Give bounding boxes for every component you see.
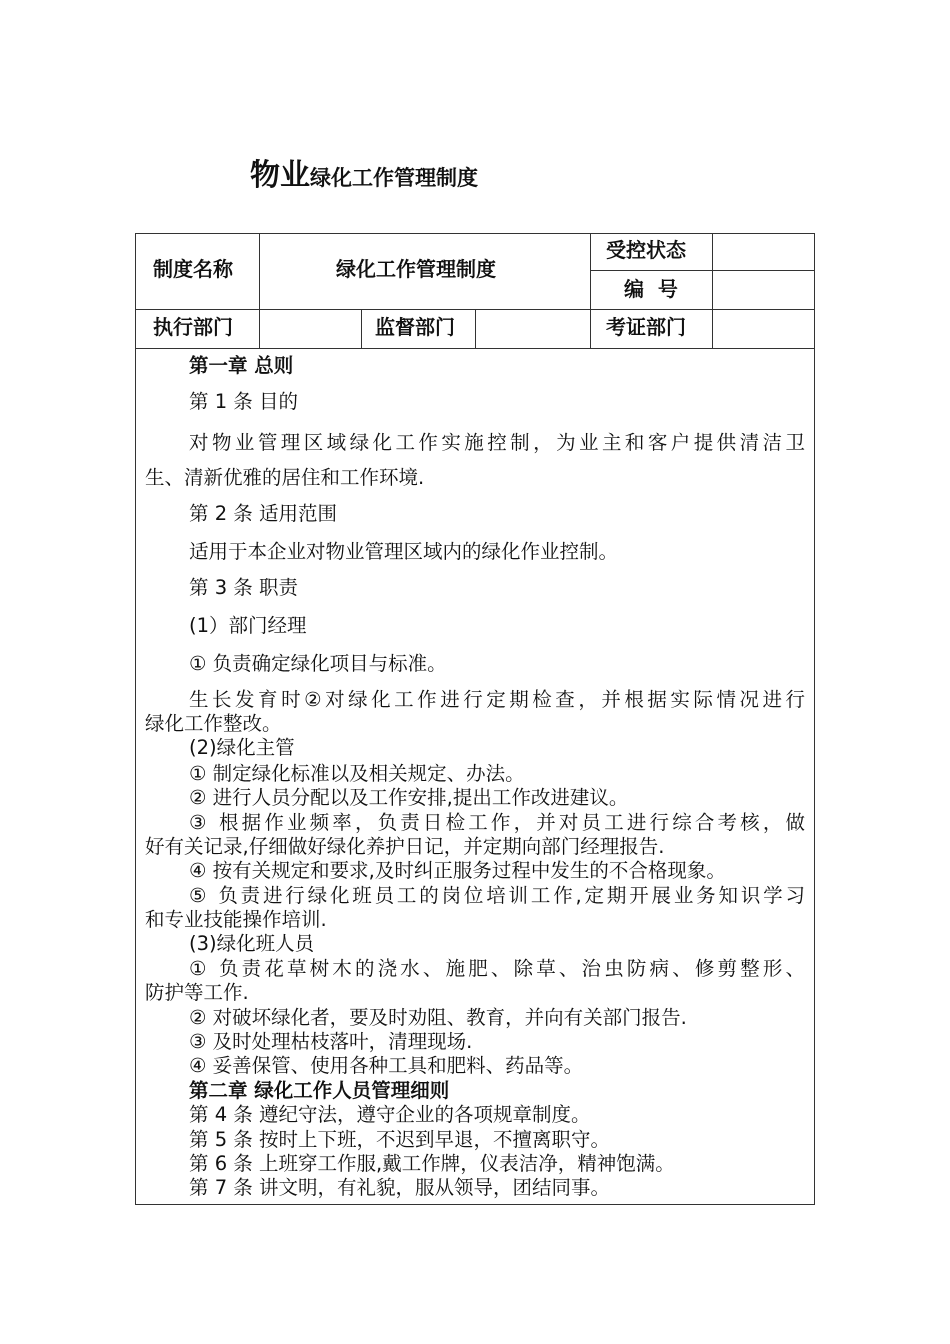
- list-item: ⑤ 负责进行绿化班员工的岗位培训工作,定期开展业务知识学习: [189, 884, 805, 907]
- article-line: 第 4 条 遵纪守法，遵守企业的各项规章制度。: [189, 1103, 591, 1126]
- article-heading: 第 3 条 职责: [189, 576, 299, 599]
- paragraph-line: 适用于本企业对物业管理区域内的绿化作业控制。: [189, 540, 619, 563]
- list-item: 生长发育时②对绿化工作进行定期检查，并根据实际情况进行: [189, 688, 805, 711]
- number-label: 编 号: [624, 277, 678, 301]
- table-rule: [135, 348, 815, 349]
- list-item: ① 制定绿化标准以及相关规定、办法。: [189, 762, 525, 785]
- section-heading: (2)绿化主管: [189, 736, 295, 759]
- article-heading: 第 2 条 适用范围: [189, 502, 338, 525]
- table-rule: [475, 309, 476, 348]
- list-item: ④ 按有关规定和要求,及时纠正服务过程中发生的不合格现象。: [189, 859, 726, 882]
- title-sub: 绿化工作管理制度: [310, 166, 478, 190]
- table-rule: [590, 270, 815, 271]
- list-item: ① 负责花草树木的浇水、施肥、除草、治虫防病、修剪整形、: [189, 957, 805, 980]
- page-title: [250, 150, 478, 194]
- verify-dept-label: 考证部门: [606, 315, 686, 339]
- list-item: ④ 妥善保管、使用各种工具和肥料、药品等。: [189, 1054, 584, 1077]
- list-item: ② 对破坏绿化者，要及时劝阻、教育，并向有关部门报告.: [189, 1006, 687, 1029]
- list-item: 绿化工作整改。: [145, 712, 282, 735]
- table-rule: [590, 233, 591, 348]
- section-heading: (3)绿化班人员: [189, 932, 315, 955]
- table-rule: [712, 233, 713, 348]
- supervise-dept-label: 监督部门: [375, 315, 455, 339]
- list-item: ① 负责确定绿化项目与标准。: [189, 652, 447, 675]
- chapter-heading: 第二章 绿化工作人员管理细则: [189, 1079, 450, 1102]
- list-item: ③ 及时处理枯枝落叶，清理现场.: [189, 1030, 473, 1053]
- article-line: 第 7 条 讲文明，有礼貌，服从领导，团结同事。: [189, 1176, 611, 1199]
- control-status-label: 受控状态: [606, 238, 686, 262]
- article-line: 第 5 条 按时上下班，不迟到早退，不擅离职守。: [189, 1128, 611, 1151]
- table-rule: [361, 309, 362, 348]
- exec-dept-label: 执行部门: [153, 315, 233, 339]
- paragraph-line: 对物业管理区域绿化工作实施控制，为业主和客户提供清洁卫: [189, 431, 805, 454]
- table-rule: [259, 233, 260, 348]
- paragraph-line: 生、清新优雅的居住和工作环境.: [145, 466, 425, 489]
- chapter-heading: 第一章 总则: [189, 354, 294, 377]
- list-item: 和专业技能操作培训.: [145, 908, 327, 931]
- article-line: 第 6 条 上班穿工作服,戴工作牌，仪表洁净，精神饱满。: [189, 1152, 675, 1175]
- policy-name-value: 绿化工作管理制度: [336, 257, 496, 281]
- title-main: 物业: [250, 158, 310, 193]
- list-item: ② 进行人员分配以及工作安排,提出工作改进建议。: [189, 786, 629, 809]
- list-item: 防护等工作.: [145, 981, 249, 1004]
- list-item: ③ 根据作业频率，负责日检工作，并对员工进行综合考核，做: [189, 811, 805, 834]
- article-heading: 第 1 条 目的: [189, 390, 299, 413]
- policy-name-label: 制度名称: [153, 257, 233, 281]
- section-heading: (1）部门经理: [189, 614, 307, 637]
- list-item: 好有关记录,仔细做好绿化养护日记，并定期向部门经理报告.: [145, 835, 665, 858]
